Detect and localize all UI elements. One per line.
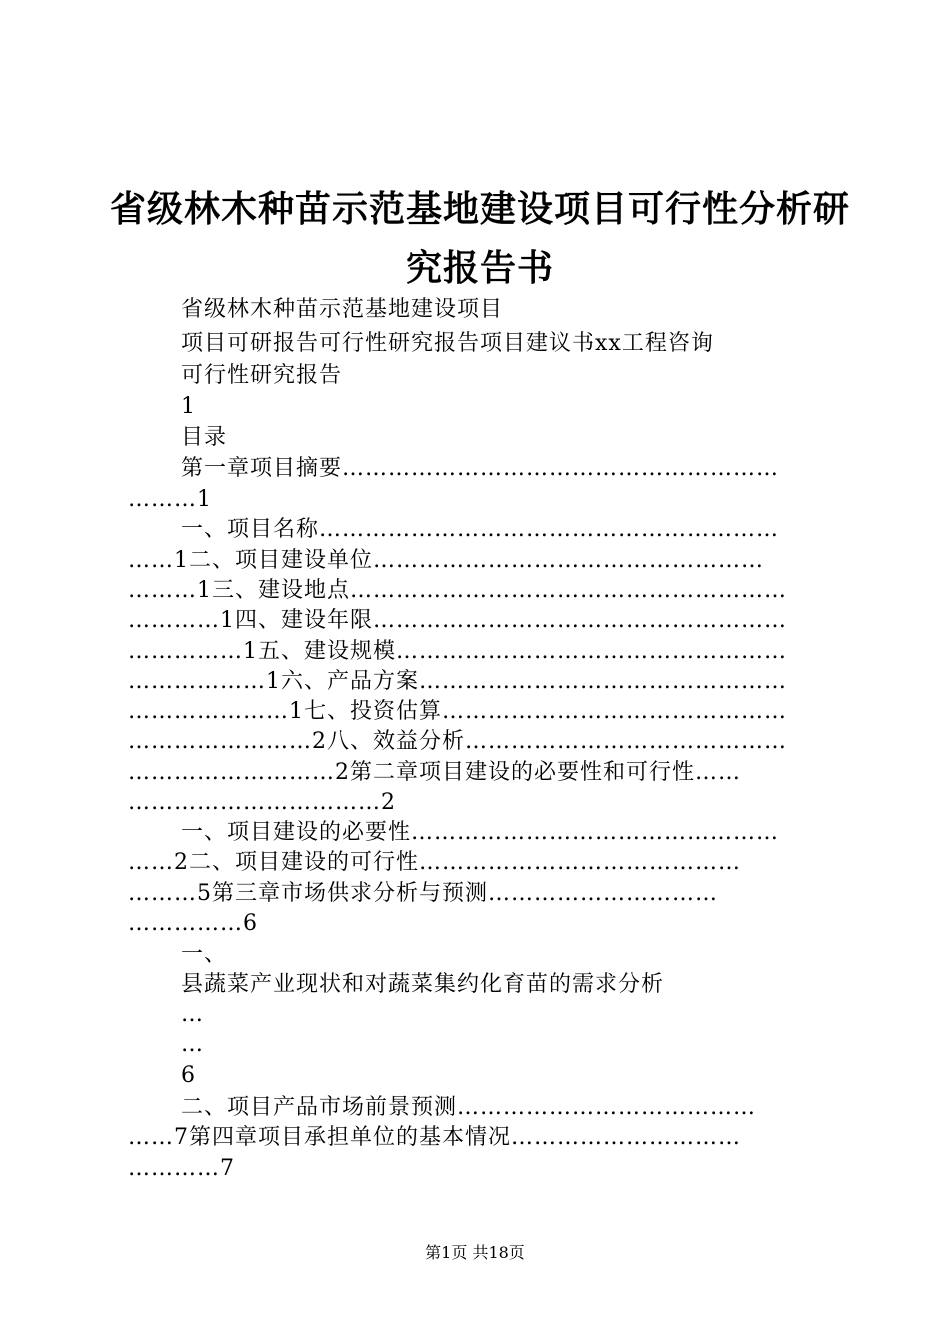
toc-line: 一、项目建设的必要性………………………………………… — [181, 820, 780, 845]
toc-line: 第一章项目摘要………………………………………………… — [181, 456, 780, 481]
document-title-line-1: 省级林木种苗示范基地建设项目可行性分析研 — [109, 189, 850, 230]
project-name-line: 省级林木种苗示范基地建设项目 — [181, 297, 504, 322]
toc-line: ………1 — [128, 487, 212, 512]
toc-line: ………1三、建设地点………………………………………………… — [128, 578, 787, 603]
toc-line: …………7 — [128, 1156, 235, 1181]
document-title-line-2: 究报告书 — [405, 248, 554, 289]
toc-line: 一、 — [181, 942, 228, 967]
toc-line: ……………………2八、效益分析…………………………………… — [128, 729, 787, 754]
toc-line: …………1四、建设年限……………………………………………… — [128, 608, 787, 633]
toc-line: … — [181, 1002, 204, 1027]
toc-line: ………………………2第二章项目建设的必要性和可行性…… — [128, 760, 741, 785]
toc-line: ………………1六、产品方案………………………………………… — [128, 669, 787, 694]
toc-line: ……2二、项目建设的可行性…………………………………… — [128, 850, 741, 875]
subtitle-line: 项目可研报告可行性研究报告项目建议书xx工程咨询 — [181, 331, 714, 356]
toc-line: ……1二、项目建设单位…………………………………………… — [128, 548, 764, 573]
toc-line: 一、项目名称…………………………………………………… — [181, 517, 780, 542]
toc-line: ……………………………2 — [128, 790, 396, 815]
toc-line: ………5第三章市场供求分析与预测………………………… — [128, 881, 718, 906]
toc-line: ……………6 — [128, 911, 258, 936]
report-type-line: 可行性研究报告 — [181, 363, 343, 388]
toc-line: 二、项目产品市场前景预测………………………………… — [181, 1095, 757, 1120]
toc-line: …………………1七、投资估算……………………………………… — [128, 699, 787, 724]
toc-line: ……7第四章项目承担单位的基本情况………………………… — [128, 1125, 741, 1150]
toc-line: 6 — [181, 1063, 196, 1088]
toc-heading: 目录 — [181, 425, 228, 450]
toc-line: ……………1五、建设规模…………………………………………… — [128, 639, 787, 664]
page-footer: 第1页 共18页 — [425, 1243, 525, 1262]
page-number-line: 1 — [181, 394, 196, 419]
toc-line: 县蔬菜产业现状和对蔬菜集约化育苗的需求分析 — [181, 972, 665, 997]
toc-line: … — [181, 1032, 204, 1057]
